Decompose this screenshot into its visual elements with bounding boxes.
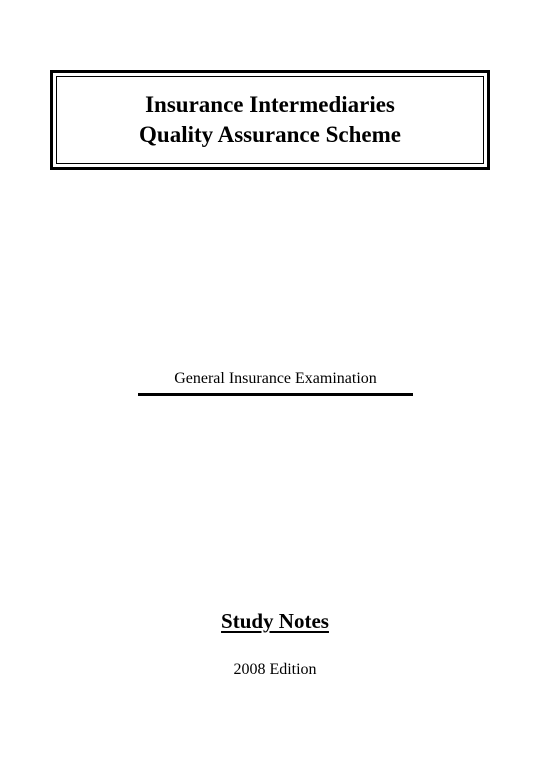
title-box-inner	[56, 76, 484, 164]
study-notes-heading	[0, 607, 550, 635]
edition-label: 2008 Edition	[233, 661, 317, 678]
exam-section	[138, 368, 413, 396]
title-line-1: Insurance Intermediaries	[145, 92, 395, 117]
exam-underline-rule	[138, 393, 413, 396]
title-line-2: Quality Assurance Scheme	[139, 122, 401, 147]
exam-name: General Insurance Examination	[174, 370, 377, 387]
title-box	[50, 70, 490, 170]
study-notes-text: Study Notes	[221, 609, 329, 633]
